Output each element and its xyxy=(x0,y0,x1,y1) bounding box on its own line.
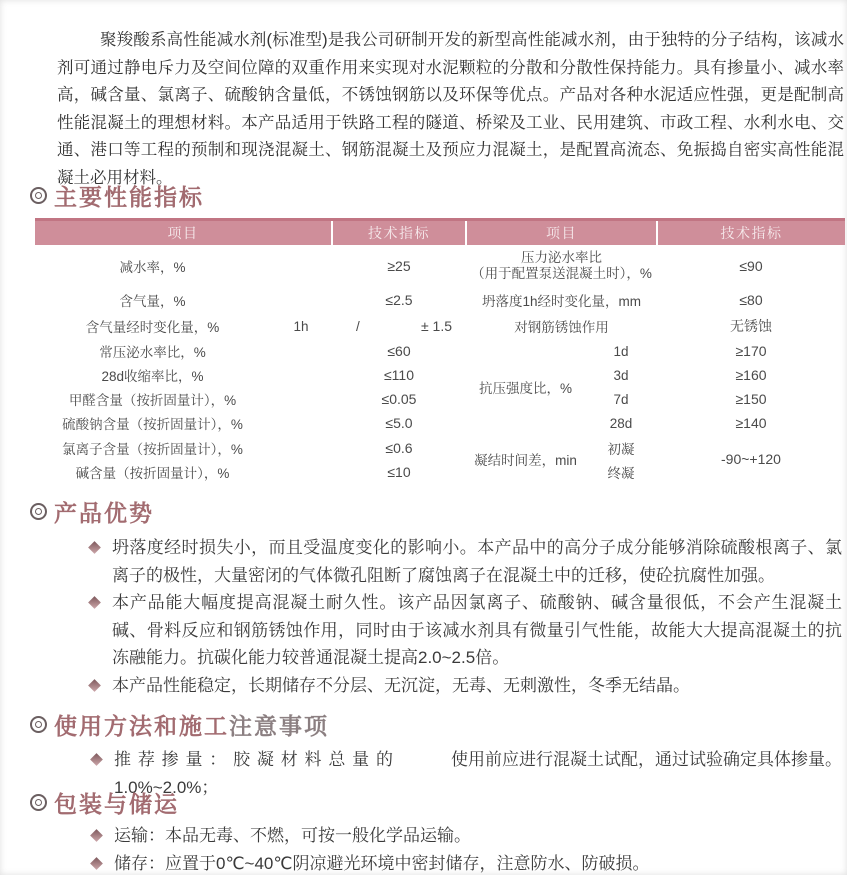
cell-item: 对钢筋锈蚀作用 xyxy=(514,320,609,335)
cell-value: ≤80 xyxy=(739,292,763,308)
double-circle-icon xyxy=(30,716,47,733)
header-indicator-right: 技术指标 xyxy=(657,220,845,246)
list-item xyxy=(90,589,842,672)
cell-value: ≤0.6 xyxy=(385,439,413,456)
cell-value: ≤90 xyxy=(739,258,763,274)
cell-subitem: 初凝 xyxy=(607,441,635,457)
section-title: 产品优势 xyxy=(54,499,154,526)
cell-item: 常压泌水率比，% xyxy=(99,345,206,360)
cell-age: 1d xyxy=(613,343,629,359)
table-row xyxy=(35,313,845,339)
cell-group-label: 抗压强度比，% xyxy=(478,381,572,396)
usage-note-text: 使用前应进行混凝土试配，通过试验确定具体掺量。 xyxy=(451,750,842,769)
cell-value: ≤0.05 xyxy=(381,391,417,407)
section-title-tail: 注意事项 xyxy=(229,712,329,739)
diamond-bullet-icon xyxy=(88,596,101,609)
cell-empty xyxy=(270,339,332,363)
cell-item: 含气量，% xyxy=(119,294,186,309)
list-item xyxy=(92,822,842,850)
cell-empty xyxy=(270,435,332,460)
cell-item-line1: 压力泌水率比 xyxy=(521,250,602,265)
cell-item: 碱含量（按折固量计），% xyxy=(75,465,230,481)
packaging-list xyxy=(92,822,842,875)
table-row xyxy=(35,411,845,435)
list-item xyxy=(90,534,842,589)
cell-item: 含气量经时变化量，% xyxy=(85,320,220,335)
list-item-text: 运输：本品无毒、不燃，可按一般化学品运输。 xyxy=(114,826,471,845)
plus-minus-value: ± 1.5 xyxy=(420,318,452,334)
double-circle-icon xyxy=(30,794,47,811)
cell-value: ≥160 xyxy=(735,367,767,383)
cell-group-label: 凝结时间差，min xyxy=(474,453,577,468)
cell-age: 28d xyxy=(609,415,633,431)
cell-value: ≤60 xyxy=(387,343,411,359)
diamond-bullet-icon xyxy=(90,857,103,870)
diamond-bullet-icon xyxy=(90,753,103,766)
table-row xyxy=(35,245,845,287)
cell-value: ≤110 xyxy=(383,367,414,383)
cell-age: 7d xyxy=(613,391,629,407)
cell-item: 28d收缩率比，% xyxy=(101,369,204,384)
diamond-bullet-icon xyxy=(88,679,101,692)
cell-value: ≥140 xyxy=(735,415,767,431)
double-circle-icon xyxy=(30,503,47,520)
cell-value: -90~+120 xyxy=(721,451,781,467)
cell-empty xyxy=(270,460,332,483)
list-item-text: 坍落度经时损失小，而且受温度变化的影响小。本产品中的高分子成分能够消除硫酸根离子、氯离子的极性，大量密闭的气体微孔阻断了腐蚀离子在混凝土中的迁移，使砼抗腐性加强。 xyxy=(112,538,842,585)
section-title: 包装与储运 xyxy=(54,790,179,817)
cell-subitem: 1h xyxy=(293,318,309,334)
list-item-text: 储存：应置于0℃~40℃阴凉避光环境中密封储存，注意防水、防破损。 xyxy=(114,854,650,873)
section-title: 主要性能指标 xyxy=(54,183,204,210)
diamond-bullet-icon xyxy=(90,829,103,842)
cell-value: ≥25 xyxy=(387,258,411,274)
header-indicator-left: 技术指标 xyxy=(332,220,466,246)
table-row xyxy=(35,339,845,363)
list-item-text: 本产品能大幅度提高混凝土耐久性。该产品因氯离子、硫酸钠、碱含量很低，不会产生混凝土碱、骨料反应和钢筋锈蚀作用，同时由于该减水剂具有微量引气性能，故能大大提高混凝土的抗冻融能力。抗碳化能力较普通混凝土提高2.0~2.5倍。 xyxy=(112,593,842,668)
list-item-text: 本产品性能稳定，长期储存不分层、无沉淀，无毒、无刺激性，冬季无结晶。 xyxy=(112,675,690,695)
table-row xyxy=(35,287,845,313)
cell-empty xyxy=(270,411,332,435)
section-heading-advantages xyxy=(30,497,154,525)
dosage-text: 推荐掺量：胶凝材料总量的1.0%~2.0%； xyxy=(114,750,393,797)
table-row xyxy=(35,387,845,411)
list-item xyxy=(90,672,842,700)
cell-age: 3d xyxy=(613,367,629,383)
section-heading-usage xyxy=(30,710,329,738)
usage-list xyxy=(92,746,842,801)
table-header-row xyxy=(35,220,845,246)
cell-item: 坍落度1h经时变化量，mm xyxy=(481,294,641,309)
cell-value: ≥150 xyxy=(735,391,767,407)
cell-value xyxy=(332,313,466,339)
cell-empty xyxy=(270,387,332,411)
diamond-bullet-icon xyxy=(88,541,101,554)
cell-item: 硫酸钠含量（按折固量计），% xyxy=(62,417,243,432)
cell-value: ≤5.0 xyxy=(385,415,413,431)
advantages-list xyxy=(90,534,842,700)
section-heading-performance xyxy=(30,181,204,209)
cell-subitem: 终凝 xyxy=(607,465,635,481)
cell-value-split xyxy=(332,318,466,334)
table-row xyxy=(35,363,845,387)
cell-item: 甲醛含量（按折固量计），% xyxy=(68,393,237,408)
table-row xyxy=(35,435,845,460)
header-item-right: 项目 xyxy=(466,220,657,246)
section-title-main: 使用方法和施工 xyxy=(54,712,229,739)
intro-paragraph: 聚羧酸系高性能减水剂(标准型)是我公司研制开发的新型高性能减水剂，由于独特的分子结构，该减水剂可通过静电斥力及空间位障的双重作用来实现对水泥颗粒的分散和分散性保持能力。具有掺量小、减水率高，碱含量、氯离子、硫酸钠含量低，不锈蚀钢筋以及环保等优点。产品对各种水泥适应性强，更是配制高性能混凝土的理想材料。本产品适用于铁路工程的隧道、桥梁及工业、民用建筑、市政工程、水利水电、交通、港口等工程的预制和现浇混凝土、钢筋混凝土及预应力混凝土，是配置高流态、免振捣自密实高性能混凝土必用材料。 xyxy=(57,31,844,187)
cell-item: 氯离子含量（按折固量计），% xyxy=(62,441,243,457)
cell-value: 无锈蚀 xyxy=(730,318,772,334)
cell-empty xyxy=(270,363,332,387)
list-item xyxy=(92,850,842,875)
cell-value: ≤10 xyxy=(387,463,411,480)
cell-empty xyxy=(270,245,332,287)
slash-mark: / xyxy=(356,318,360,334)
performance-table xyxy=(35,218,845,483)
double-circle-icon xyxy=(30,187,47,204)
cell-value: ≥170 xyxy=(735,343,767,359)
cell-item: 减水率，% xyxy=(119,260,186,275)
list-item xyxy=(92,746,842,801)
cell-value: ≤2.5 xyxy=(385,292,413,308)
cell-item-line2: （用于配置泵送混凝土时），% xyxy=(471,266,652,281)
cell-item xyxy=(466,245,657,287)
header-item-left: 项目 xyxy=(35,220,332,246)
section-heading-packaging xyxy=(30,788,179,816)
cell-empty xyxy=(270,287,332,313)
